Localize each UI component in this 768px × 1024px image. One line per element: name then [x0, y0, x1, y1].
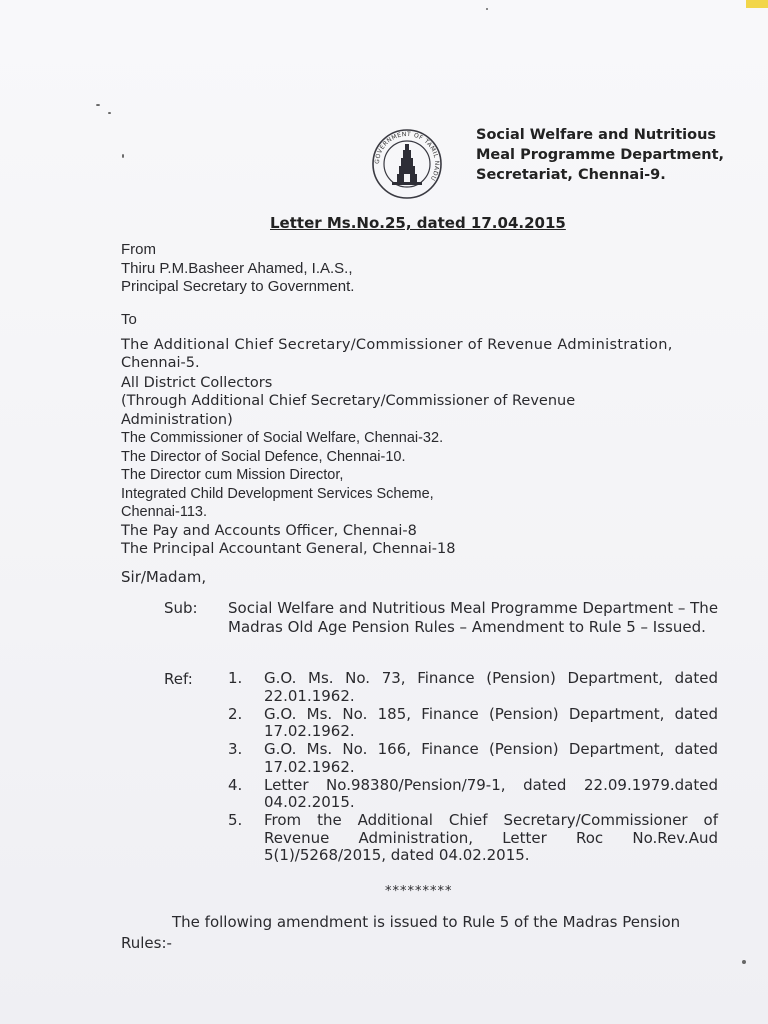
government-seal-icon [368, 128, 446, 200]
recipient-line: The Additional Chief Secretary/Commissioner of Revenue Administration, [121, 336, 673, 353]
scan-speck [486, 8, 488, 10]
seal-ring-text: GOVERNMENT OF TAMIL NADU [373, 130, 441, 182]
scan-speck [122, 154, 124, 158]
reference-item [228, 741, 718, 776]
reference-number: 2. [228, 704, 243, 723]
recipient-line: Integrated Child Development Services Scheme, [121, 485, 434, 502]
letter-title: Letter Ms.No.25, dated 17.04.2015 [270, 214, 566, 232]
recipient-line: (Through Additional Chief Secretary/Commissioner of Revenue [121, 393, 576, 409]
recipient-line: The Director cum Mission Director, [121, 467, 344, 483]
body-line-2: Rules:- [121, 934, 172, 952]
recipient-line: The Principal Accountant General, Chennai-18 [121, 541, 456, 557]
scan-speck [742, 960, 746, 964]
scan-speck [108, 112, 111, 114]
reference-item [228, 777, 718, 812]
to-block [121, 311, 741, 559]
reference-text: G.O. Ms. No. 166, Finance (Pension) Department, dated 17.02.1962. [264, 740, 718, 776]
header-line-3: Secretariat, Chennai-9. [476, 167, 666, 183]
reference-label: Ref: [164, 670, 193, 688]
reference-item [228, 812, 718, 865]
from-label: From [121, 241, 156, 258]
reference-number: 3. [228, 740, 243, 758]
reference-text: From the Additional Chief Secretary/Commissioner of Revenue Administration, Letter Roc No.Rev.Aud 5(1)/5268/2015, dated 04.02.2015. [264, 811, 718, 864]
salutation: Sir/Madam, [121, 568, 207, 586]
header-line-2: Meal Programme Department, [476, 147, 725, 163]
sender-name: Thiru P.M.Basheer Ahamed, I.A.S., [121, 259, 353, 277]
recipient-line: The Pay and Accounts Officer, Chennai-8 [121, 522, 417, 539]
subject-label: Sub: [164, 599, 198, 617]
body-line-1: The following amendment is issued to Rule 5 of the Madras Pension [172, 913, 681, 931]
recipient-line: The Commissioner of Social Welfare, Chennai-32. [121, 430, 444, 446]
reference-item [228, 670, 718, 705]
reference-text: G.O. Ms. No. 73, Finance (Pension) Department, dated 22.01.1962. [264, 669, 718, 705]
recipient-line: Administration) [121, 411, 233, 428]
header-line-1: Social Welfare and Nutritious [476, 127, 717, 143]
reference-number: 5. [228, 811, 243, 829]
from-block [121, 241, 354, 297]
reference-item [228, 706, 718, 741]
recipient-line: All District Collectors [121, 374, 273, 391]
reference-text: Letter No.98380/Pension/79-1, dated 22.09.1979.dated 04.02.2015. [264, 775, 718, 811]
recipient-line: The Director of Social Defence, Chennai-10. [121, 448, 406, 465]
reference-list [228, 670, 718, 865]
department-header [476, 125, 756, 185]
reference-number: 1. [228, 669, 243, 687]
scan-speck [96, 104, 100, 106]
section-separator: ********* [385, 884, 453, 899]
corner-tape-mark [746, 0, 768, 8]
subject-text: Social Welfare and Nutritious Meal Programme Department – The Madras Old Age Pension Rules – Amendment to Rule 5 – Issued. [228, 599, 719, 636]
sender-designation: Principal Secretary to Government. [121, 278, 355, 295]
reference-text: G.O. Ms. No. 185, Finance (Pension) Department, dated 17.02.1962. [264, 704, 718, 740]
body-paragraph [121, 912, 741, 954]
to-label: To [121, 311, 137, 328]
recipient-line: Chennai-113. [121, 504, 207, 520]
recipient-line: Chennai-5. [121, 355, 200, 371]
reference-number: 4. [228, 775, 243, 794]
